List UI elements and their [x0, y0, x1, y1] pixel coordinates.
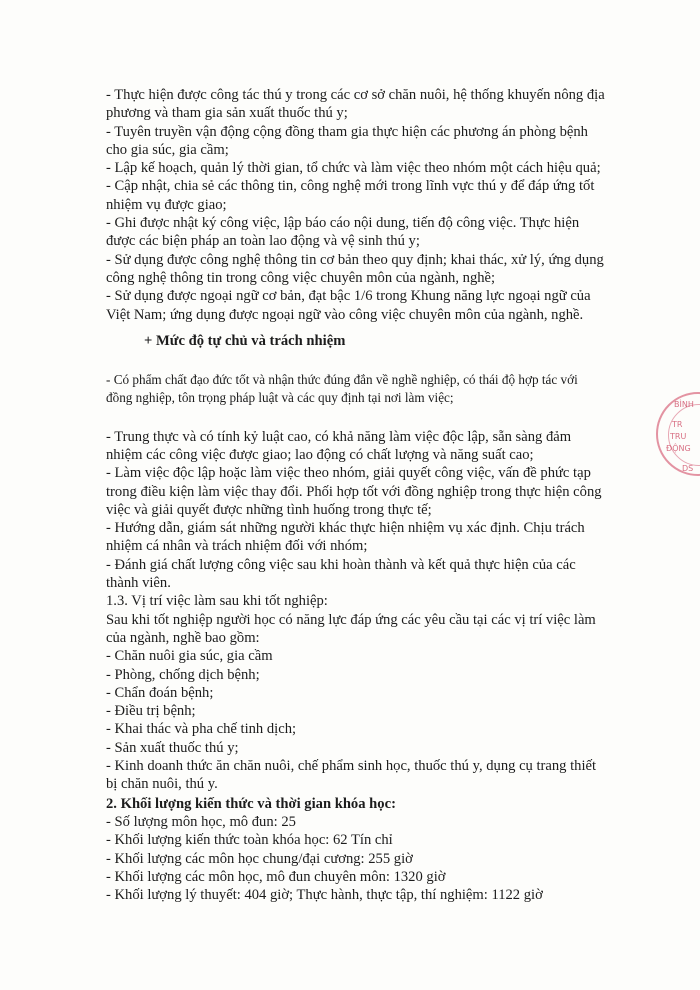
competency-item-7: - Sử dụng được ngoại ngữ cơ bản, đạt bậc 1/6 trong Khung năng lực ngoại ngữ của Việt Nam; ứng dụng được ngoại ngữ vào công việc chuyên môn của ngành, nghề.	[106, 288, 591, 323]
competency-item-6: - Sử dụng được công nghệ thông tin cơ bản theo quy định; khai thác, xử lý, ứng dụng công nghệ thông tin trong công việc chuyên môn của ngành, nghề;	[106, 251, 604, 286]
seal-text-2: TR	[672, 420, 683, 429]
competency-item-5: - Ghi được nhật ký công việc, lập báo cáo nội dung, tiến độ công việc. Thực hiện được các biện pháp an toàn lao động và vệ sinh thú y;	[106, 215, 580, 250]
autonomy-item-1: - Trung thực và có tính kỷ luật cao, có khả năng làm việc độc lập, sẵn sàng đảm nhiệm các công việc được giao; lao động có chất lượng và năng suất cao;	[106, 428, 572, 463]
job-item-1: - Chăn nuôi gia súc, gia cầm	[106, 648, 273, 665]
seal-text-5: DS	[682, 464, 694, 473]
volume-heading: 2. Khối lượng kiến thức và thời gian khóa học:	[106, 795, 396, 812]
job-item-2: - Phòng, chống dịch bệnh;	[106, 666, 260, 683]
job-item-6: - Sản xuất thuốc thú y;	[106, 739, 239, 756]
autonomy-item-3: - Hướng dẫn, giám sát những người khác thực hiện nhiệm vụ xác định. Chịu trách nhiệm cá nhân và trách nhiệm đối với nhóm;	[106, 520, 585, 555]
job-item-5: - Khai thác và pha chế tinh dịch;	[106, 721, 297, 738]
competency-item-2: - Tuyên truyền vận động cộng đồng tham gia thực hiện các phương án phòng bệnh cho gia súc, gia cầm;	[106, 123, 588, 158]
jobs-intro: Sau khi tốt nghiệp người học có năng lực đáp ứng các yêu cầu tại các vị trí việc làm của ngành, nghề bao gồm:	[106, 611, 596, 646]
competency-item-4: - Cập nhật, chia sẻ các thông tin, công nghệ mới trong lĩnh vực thú y để đáp ứng tốt nhiệm vụ được giao;	[106, 178, 595, 213]
job-item-4: - Điều trị bệnh;	[106, 703, 196, 720]
job-item-3: - Chẩn đoán bệnh;	[106, 684, 214, 701]
seal-text-1: BÌNH	[674, 400, 694, 409]
volume-item-2: - Khối lượng kiến thức toàn khóa học: 62 Tín chỉ	[106, 832, 393, 849]
competency-item-3: - Lập kế hoạch, quản lý thời gian, tổ chức và làm việc theo nhóm một cách hiệu quả;	[106, 160, 601, 177]
jobs-heading: 1.3. Vị trí việc làm sau khi tốt nghiệp:	[106, 593, 328, 610]
red-seal-stamp	[656, 392, 700, 476]
seal-text-4: ĐỘNG	[666, 444, 691, 453]
volume-item-1: - Số lượng môn học, mô đun: 25	[106, 813, 296, 830]
volume-item-4: - Khối lượng các môn học, mô đun chuyên môn: 1320 giờ	[106, 868, 446, 885]
volume-item-3: - Khối lượng các môn học chung/đại cương: 255 giờ	[106, 850, 413, 867]
competency-item-1: - Thực hiện được công tác thú y trong các cơ sở chăn nuôi, hệ thống khuyến nông địa phương và tham gia sản xuất thuốc thú y;	[106, 87, 605, 122]
page-content	[106, 86, 606, 904]
autonomy-item-2: - Làm việc độc lập hoặc làm việc theo nhóm, giải quyết công việc, vấn đề phức tạp trong điều kiện làm việc thay đổi. Phối hợp tốt với đồng nghiệp trong thực hiện công việc và giải quyết được những tình huống trong thực tế;	[106, 465, 602, 518]
autonomy-heading: + Mức độ tự chủ và trách nhiệm	[144, 332, 346, 349]
job-item-7: - Kinh doanh thức ăn chăn nuôi, chế phẩm sinh học, thuốc thú y, dụng cụ trang thiết bị chăn nuôi, thú y.	[106, 758, 597, 793]
volume-item-5: - Khối lượng lý thuyết: 404 giờ; Thực hành, thực tập, thí nghiệm: 1122 giờ	[106, 887, 543, 904]
autonomy-first-item: - Có phẩm chất đạo đức tốt và nhận thức đúng đắn về nghề nghiệp, có thái độ hợp tác với đồng nghiệp, tôn trọng pháp luật và các quy định tại nơi làm việc;	[106, 371, 578, 406]
autonomy-item-4: - Đánh giá chất lượng công việc sau khi hoàn thành và kết quả thực hiện của các thành viên.	[106, 556, 576, 592]
seal-text-3: TRU	[670, 432, 687, 441]
